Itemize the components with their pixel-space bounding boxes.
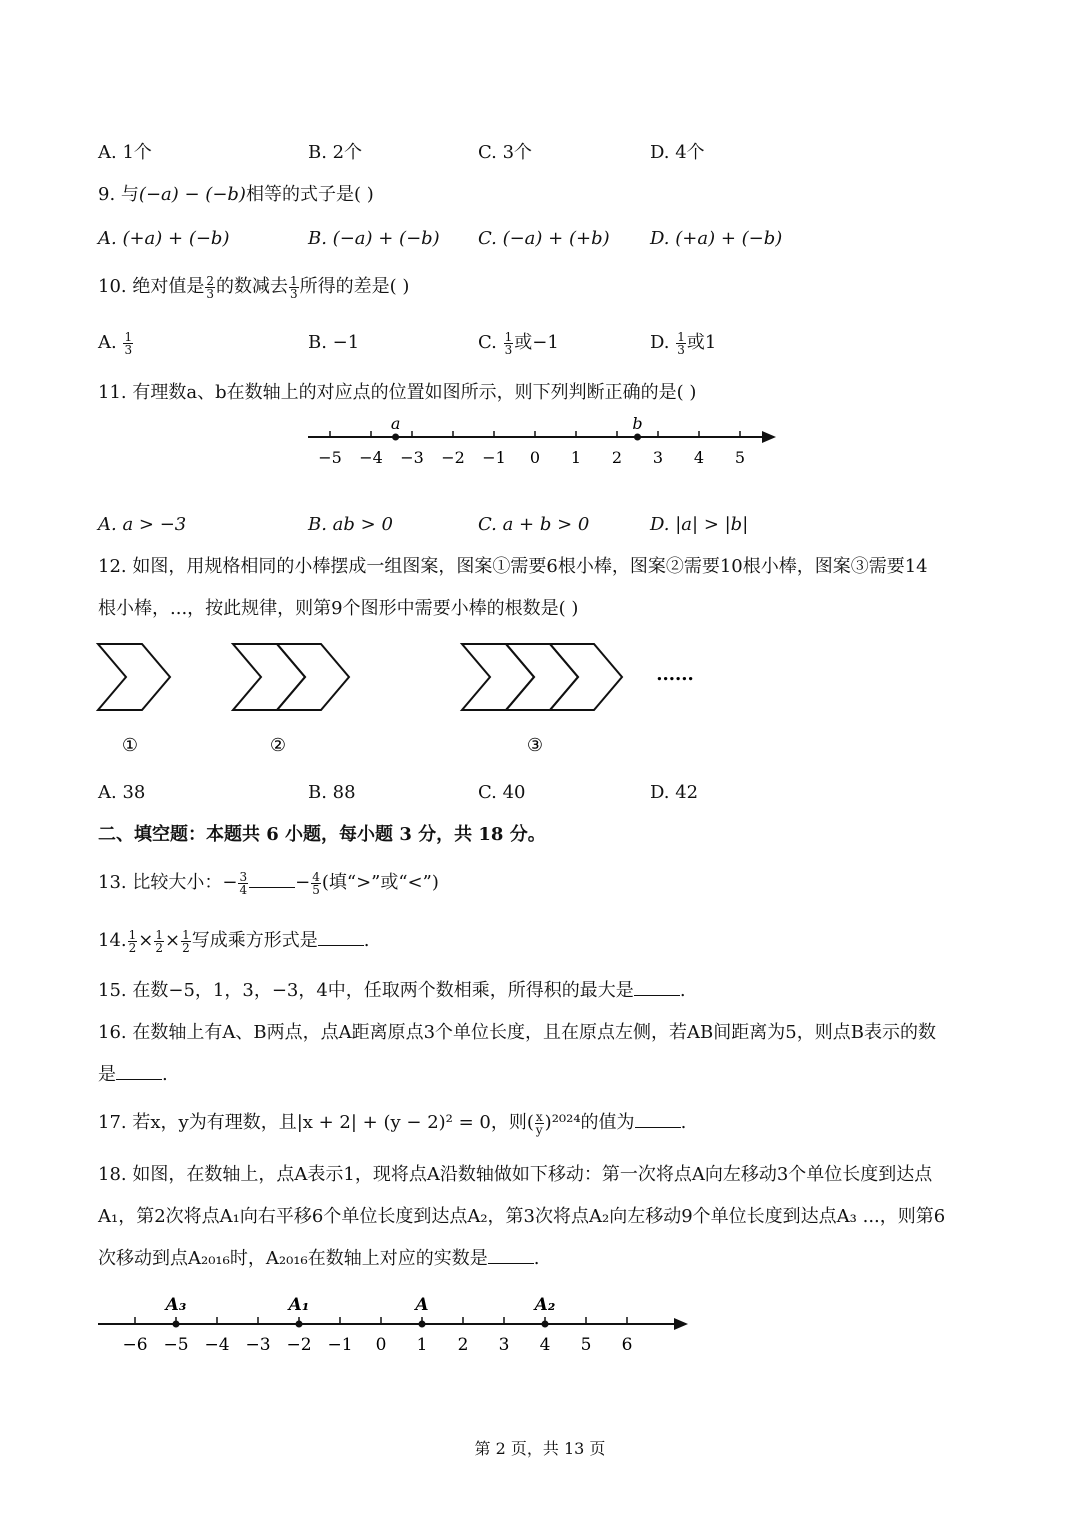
tick-label: 2 <box>457 1335 469 1355</box>
answer-blank[interactable] <box>635 1111 681 1128</box>
tick-label: −4 <box>204 1335 230 1355</box>
tick-label: 6 <box>621 1335 633 1355</box>
point-marker <box>542 1321 549 1328</box>
q12-option-d: D. 42 <box>650 782 699 803</box>
tick-label: 1 <box>570 448 582 467</box>
q12-option-c: C. 40 <box>478 782 526 803</box>
chevron-pattern-figure <box>90 636 730 766</box>
chevron-shape <box>277 644 349 710</box>
point-label: A₃ <box>165 1295 187 1315</box>
axis-arrow <box>674 1318 688 1330</box>
fraction: $\frac{2}{3}$ <box>206 273 215 301</box>
question-12-stem-line2: 根小棒，...，按此规律，则第9个图形中需要小棒的根数是( ) <box>98 598 579 619</box>
tick-label: −3 <box>245 1335 271 1355</box>
figure-label: ② <box>269 735 287 756</box>
q9-option-a: A. (+a) + (−b) <box>98 228 230 249</box>
q10-option-c: C. $\frac{1}{3}$ 或−1 <box>478 329 559 357</box>
chevron-shape <box>550 644 622 710</box>
point-label: a <box>390 414 401 433</box>
point-marker <box>634 434 641 441</box>
question-18-line2: A₁，第2次将点A₁向右平移6个单位长度到达点A₂，第3次将点A₂向左移动9个单位长度到达点A₃ ...，则第6 <box>98 1206 946 1227</box>
question-11-stem: 11. 有理数a、b在数轴上的对应点的位置如图所示，则下列判断正确的是( ) <box>98 382 697 403</box>
tick-label: −6 <box>122 1335 148 1355</box>
tick-label: 3 <box>652 448 664 467</box>
q8-option-c: C. 3个 <box>478 142 533 163</box>
q8-option-a: A. 1个 <box>98 142 152 163</box>
answer-blank[interactable] <box>249 871 295 888</box>
fraction: $\frac{1}{3}$ <box>290 273 298 301</box>
answer-blank[interactable] <box>488 1247 534 1264</box>
question-12-stem-line1: 12. 如图，用规格相同的小棒摆成一组图案，图案①需要6根小棒，图案②需要10根小棒，图案③需要14 <box>98 556 928 577</box>
point-label: b <box>632 414 643 433</box>
q11-option-b: B. ab > 0 <box>308 514 393 535</box>
tick-label: −1 <box>327 1335 353 1355</box>
tick-label: 0 <box>529 448 541 467</box>
answer-blank[interactable] <box>318 929 364 946</box>
q11-option-c: C. a + b > 0 <box>478 514 590 535</box>
figure-label: ① <box>121 735 139 756</box>
question-17: 17. 若x，y为有理数，且|x + 2| + (y − 2)² = 0，则( $\frac{x}{y}$ )²⁰²⁴的值为 . <box>98 1109 687 1137</box>
question-16-line2: 是 . <box>98 1064 168 1085</box>
question-16-line1: 16. 在数轴上有A、B两点，点A距离原点3个单位长度，且在原点左侧，若AB间距离为5，则点B表示的数 <box>98 1022 936 1043</box>
point-marker <box>392 434 399 441</box>
q11-option-d: D. |a| > |b| <box>650 514 749 535</box>
question-14: 14. $\frac{1}{2}$ × $\frac{1}{2}$ × $\frac{1}{2}$ 写成乘方形式是 . <box>98 927 370 955</box>
q10-option-b: B. −1 <box>308 332 360 353</box>
question-13: 13. 比较大小：− $\frac{3}{4}$ − $\frac{4}{5}$ (填“>”或“<”) <box>98 869 439 897</box>
tick-label: −3 <box>400 448 424 467</box>
q10-option-d: D. $\frac{1}{3}$ 或1 <box>650 329 717 357</box>
q12-option-a: A. 38 <box>98 782 146 803</box>
number-line-q18 <box>90 1284 700 1364</box>
q9-option-b: B. (−a) + (−b) <box>308 228 440 249</box>
tick-label: 0 <box>375 1335 387 1355</box>
tick-label: −5 <box>163 1335 189 1355</box>
section-heading: 二、填空题：本题共 6 小题，每小题 3 分，共 18 分。 <box>98 824 546 845</box>
question-10-stem: 10. 绝对值是 $\frac{2}{3}$ 的数减去 $\frac{1}{3}$ 所得的差是( ) <box>98 273 410 301</box>
tick-label: −2 <box>441 448 465 467</box>
q10-option-a: A. $\frac{1}{3}$ <box>98 329 133 357</box>
tick-label: 4 <box>693 448 705 467</box>
q12-option-b: B. 88 <box>308 782 356 803</box>
axis-arrow <box>762 431 776 443</box>
figure-label: ③ <box>526 735 544 756</box>
tick-label: 4 <box>539 1335 551 1355</box>
ellipsis: ...... <box>656 664 694 685</box>
point-label: A <box>415 1295 429 1315</box>
tick-label: 3 <box>498 1335 510 1355</box>
tick-label: 1 <box>416 1335 428 1355</box>
q11-option-a: A. a > −3 <box>98 514 187 535</box>
q9-option-c: C. (−a) + (+b) <box>478 228 610 249</box>
point-label: A₁ <box>288 1295 310 1315</box>
chevron-shape <box>462 644 534 710</box>
q9-option-d: D. (+a) + (−b) <box>650 228 783 249</box>
point-marker <box>419 1321 426 1328</box>
tick-label: 5 <box>734 448 746 467</box>
tick-label: −2 <box>286 1335 312 1355</box>
tick-label: −5 <box>318 448 342 467</box>
tick-label: −1 <box>482 448 506 467</box>
tick-label: 2 <box>611 448 623 467</box>
chevron-shape <box>233 644 305 710</box>
answer-blank[interactable] <box>634 979 680 996</box>
question-15: 15. 在数−5，1，3，−3，4中，任取两个数相乘，所得积的最大是 . <box>98 980 686 1001</box>
question-18-line3: 次移动到点A₂₀₁₆时，A₂₀₁₆在数轴上对应的实数是 . <box>98 1248 540 1269</box>
point-marker <box>296 1321 303 1328</box>
tick-label: −4 <box>359 448 383 467</box>
tick-label: 5 <box>580 1335 592 1355</box>
page-footer: 第 2 页，共 13 页 <box>474 1439 606 1458</box>
point-marker <box>173 1321 180 1328</box>
chevron-shape <box>506 644 578 710</box>
chevron-shape <box>98 644 170 710</box>
point-label: A₂ <box>534 1295 556 1315</box>
answer-blank[interactable] <box>116 1063 162 1080</box>
question-9-stem: 9. 与(−a) − (−b)相等的式子是( ) <box>98 184 374 205</box>
question-18-line1: 18. 如图，在数轴上，点A表示1，现将点A沿数轴做如下移动：第一次将点A向左移动3个单位长度到达点 <box>98 1164 933 1185</box>
q8-option-d: D. 4个 <box>650 142 705 163</box>
q8-option-b: B. 2个 <box>308 142 363 163</box>
number-line-q11 <box>300 410 790 472</box>
